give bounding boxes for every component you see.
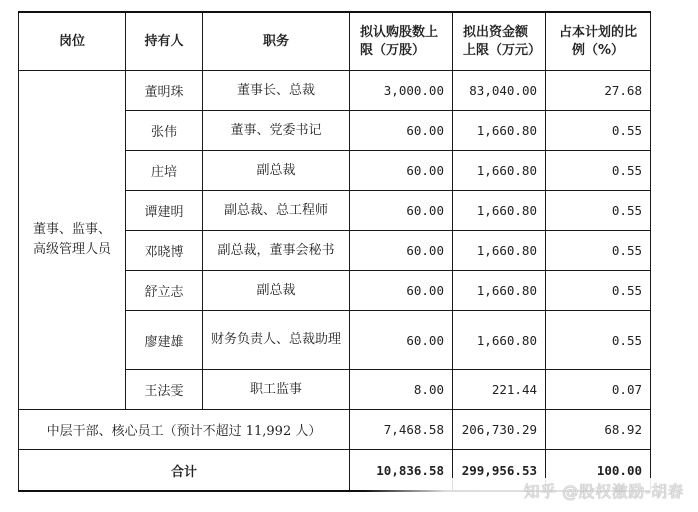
title-cell: 财务负责人、总裁助理 — [203, 311, 350, 370]
ratio-cell: 0.55 — [546, 231, 651, 271]
title-cell: 副总裁 — [203, 151, 350, 191]
total-shares: 10,836.58 — [350, 450, 453, 492]
ratio-cell: 0.55 — [546, 271, 651, 311]
title-cell: 副总裁 — [203, 271, 350, 311]
holder-cell: 庄培 — [126, 151, 203, 191]
header-ratio: 占本计划的比例（%） — [546, 12, 651, 71]
staff-shares: 7,468.58 — [350, 410, 453, 450]
category-cell: 董事、监事、高级管理人员 — [19, 71, 126, 410]
shares-cell: 3,000.00 — [350, 71, 453, 111]
ratio-cell: 0.55 — [546, 151, 651, 191]
amount-cell: 1,660.80 — [453, 151, 546, 191]
title-cell: 董事、党委书记 — [203, 111, 350, 151]
amount-cell: 83,040.00 — [453, 71, 546, 111]
shares-cell: 60.00 — [350, 151, 453, 191]
staff-amount: 206,730.29 — [453, 410, 546, 450]
amount-cell: 221.44 — [453, 370, 546, 410]
holder-cell: 谭建明 — [126, 191, 203, 231]
holder-cell: 张伟 — [126, 111, 203, 151]
shares-cell: 60.00 — [350, 191, 453, 231]
allocation-table-container — [18, 11, 650, 492]
header-amount: 拟出资金额上限（万元） — [453, 12, 546, 71]
ratio-cell: 0.55 — [546, 191, 651, 231]
shares-cell: 60.00 — [350, 311, 453, 370]
header-position: 岗位 — [19, 12, 126, 71]
title-cell: 副总裁，董事会秘书 — [203, 231, 350, 271]
total-amount: 299,956.53 — [453, 450, 546, 492]
ratio-cell: 0.07 — [546, 370, 651, 410]
table-row — [19, 71, 651, 111]
amount-cell: 1,660.80 — [453, 271, 546, 311]
table-header-row — [19, 12, 651, 71]
holder-cell: 王法雯 — [126, 370, 203, 410]
shares-cell: 60.00 — [350, 111, 453, 151]
title-cell: 副总裁、总工程师 — [203, 191, 350, 231]
ratio-cell: 0.55 — [546, 111, 651, 151]
header-title: 职务 — [203, 12, 350, 71]
holder-cell: 廖建雄 — [126, 311, 203, 370]
header-shares: 拟认购股数上限（万股） — [350, 12, 453, 71]
holder-cell: 邓晓博 — [126, 231, 203, 271]
title-cell: 职工监事 — [203, 370, 350, 410]
shares-cell: 8.00 — [350, 370, 453, 410]
ratio-cell: 27.68 — [546, 71, 651, 111]
watermark: 知乎 @股权激励-胡春 — [364, 478, 690, 502]
allocation-table — [18, 11, 651, 492]
staff-ratio: 68.92 — [546, 410, 651, 450]
amount-cell: 1,660.80 — [453, 231, 546, 271]
header-holder: 持有人 — [126, 12, 203, 71]
amount-cell: 1,660.80 — [453, 111, 546, 151]
total-ratio: 100.00 — [546, 450, 651, 492]
staff-row — [19, 410, 651, 450]
title-cell: 董事长、总裁 — [203, 71, 350, 111]
holder-cell: 舒立志 — [126, 271, 203, 311]
total-label: 合计 — [19, 450, 350, 492]
amount-cell: 1,660.80 — [453, 311, 546, 370]
ratio-cell: 0.55 — [546, 311, 651, 370]
holder-cell: 董明珠 — [126, 71, 203, 111]
staff-label: 中层干部、核心员工（预计不超过 11,992 人） — [19, 410, 350, 450]
amount-cell: 1,660.80 — [453, 191, 546, 231]
shares-cell: 60.00 — [350, 231, 453, 271]
shares-cell: 60.00 — [350, 271, 453, 311]
